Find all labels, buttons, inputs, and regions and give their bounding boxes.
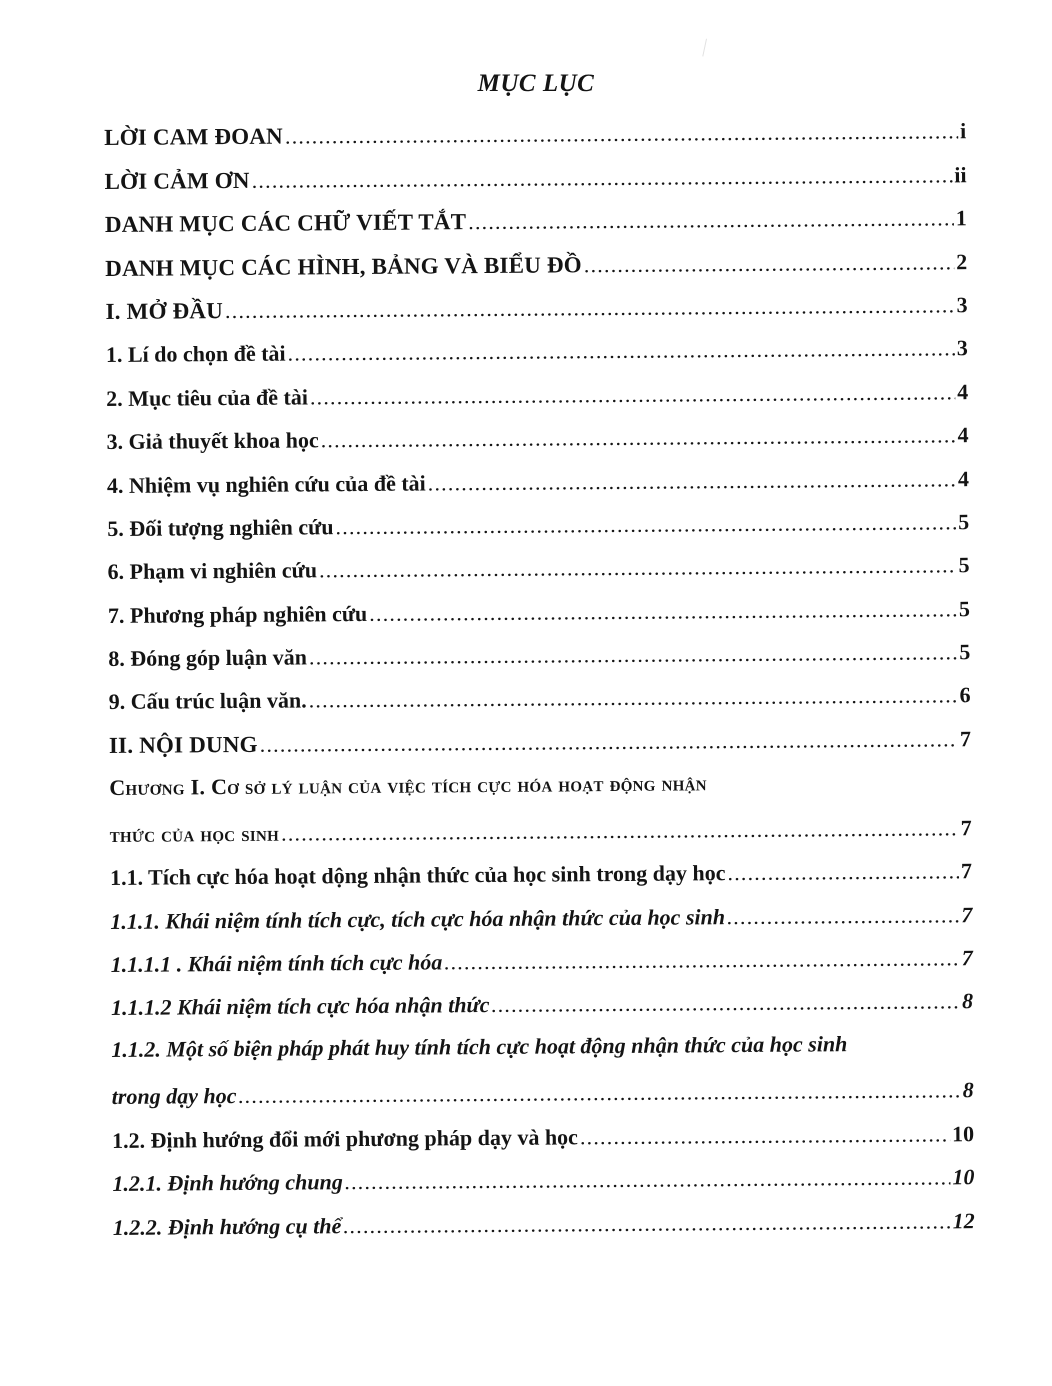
toc-leader-dots (428, 468, 956, 494)
toc-page-number: 5 (958, 552, 970, 578)
toc-entry-text: 1.1.2. Một số biện pháp phát huy tính tích cực hoạt động nhận thức của học sinh (111, 1031, 848, 1063)
toc-entry-text: 4. Nhiệm vụ nghiên cứu của đề tài (106, 470, 426, 498)
toc-page-number: 5 (958, 595, 971, 621)
toc-entry-dong-gop[interactable] (108, 626, 970, 676)
toc-leader-dots (238, 1080, 960, 1108)
toc-entry-text: 9. Cấu trúc luận văn. (108, 687, 307, 715)
toc-leader-dots (491, 991, 960, 1017)
toc-leader-dots (444, 947, 960, 973)
toc-entry-text: 1.1.1.1 . Khái niệm tính tích cực hóa (110, 949, 443, 978)
toc-entry-text: 6. Phạm vi nghiên cứu (107, 557, 318, 585)
toc-entry-1-1-2-line-2[interactable] (112, 1063, 974, 1115)
toc-page-number: 7 (959, 726, 972, 752)
toc-entry-text: 1.2.2. Định hướng cụ thể (112, 1212, 342, 1240)
toc-leader-dots (252, 164, 953, 192)
toc-entry-text: thức của học sinh (109, 820, 280, 847)
toc-entry-text: 3. Giả thuyết khoa học (106, 427, 319, 455)
toc-entry-text: 1. Lí do chọn đề tài (105, 340, 286, 368)
toc-leader-dots (260, 728, 958, 755)
toc-page-number: 7 (961, 901, 973, 927)
toc-entry-danh-muc-chu-viet-tat[interactable] (105, 192, 967, 242)
toc-entry-text: 1.1.1.2 Khái niệm tích cực hóa nhận thức (110, 992, 490, 1021)
toc-entry-text: 8. Đóng góp luận văn (108, 644, 308, 672)
toc-page-number: 4 (957, 422, 969, 448)
toc-leader-dots (309, 685, 958, 712)
toc-leader-dots (321, 424, 956, 451)
toc-page-number: 6 (959, 682, 971, 708)
toc-entry-1-1-1-1[interactable] (110, 932, 972, 982)
toc-leader-dots (335, 511, 956, 538)
table-of-contents (104, 105, 975, 1244)
toc-page-number: 7 (961, 945, 973, 971)
toc-leader-dots (288, 338, 955, 365)
toc-page-number: 5 (959, 639, 971, 665)
toc-entry-text: I. MỞ ĐẦU (105, 298, 224, 324)
toc-page-number: 4 (957, 465, 970, 491)
toc-page-number: 10 (952, 1164, 975, 1190)
toc-entry-nhiem-vu[interactable] (107, 452, 969, 502)
toc-entry-1-1-1-2[interactable] (111, 975, 973, 1025)
toc-leader-dots (468, 208, 954, 234)
toc-page-number: 10 (951, 1121, 975, 1147)
toc-entry-text: trong dạy học (111, 1083, 237, 1110)
toc-page-number: 3 (956, 335, 968, 361)
toc-leader-dots (319, 555, 957, 582)
toc-entry-text: 5. Đối tượng nghiên cứu (107, 514, 334, 541)
toc-entry-text: II. NỘI DUNG (108, 731, 258, 758)
toc-entry-text: 1.2. Định hướng đổi mới phương pháp dạy và học (111, 1124, 578, 1153)
toc-entry-phuong-phap[interactable] (108, 583, 970, 633)
toc-leader-dots (281, 817, 959, 844)
toc-leader-dots (369, 598, 957, 625)
toc-leader-dots (225, 294, 955, 322)
toc-entry-1-1[interactable] (110, 845, 972, 895)
toc-page-number: ii (954, 162, 967, 188)
toc-entry-chapter-1-line-1[interactable] (109, 756, 971, 807)
toc-leader-dots (343, 1210, 951, 1237)
toc-leader-dots (580, 1123, 950, 1148)
toc-entry-text: 1.1.1. Khái niệm tính tích cực, tích cực hóa nhận thức của học sinh (110, 903, 726, 934)
toc-page-number: 7 (960, 858, 973, 884)
toc-page-number: 8 (961, 988, 974, 1014)
toc-page-number: 2 (956, 248, 968, 274)
toc-entry-1-2-2[interactable] (113, 1194, 975, 1244)
toc-page-number: 5 (958, 509, 970, 535)
toc-entry-1-1-2-line-1[interactable] (111, 1019, 973, 1070)
toc-entry-text: LỜI CẢM ƠN (104, 167, 250, 194)
toc-entry-muc-tieu[interactable] (106, 366, 968, 416)
toc-leader-dots (727, 861, 959, 885)
toc-entry-text: DANH MỤC CÁC CHỮ VIẾT TẮT (104, 209, 467, 238)
toc-title: MỤC LỤC (477, 70, 595, 97)
toc-leader-dots (310, 381, 955, 408)
toc-entry-text: 1.1. Tích cực hóa hoạt dộng nhận thức của học sinh trong dạy học (109, 860, 726, 891)
toc-page-number: 12 (952, 1207, 975, 1233)
toc-page-number: 1 (955, 205, 967, 231)
toc-entry-chapter-1-line-2[interactable] (109, 800, 971, 852)
toc-entry-loi-cam-on[interactable] (104, 149, 966, 199)
toc-entry-li-do[interactable] (106, 322, 968, 372)
toc-entry-text: LỜI CAM ĐOAN (104, 123, 284, 151)
toc-page-number: 7 (960, 815, 972, 841)
toc-leader-dots (285, 121, 958, 148)
toc-entry-text: DANH MỤC CÁC HÌNH, BẢNG VÀ BIỂU ĐỒ (105, 251, 582, 281)
toc-entry-1-1-1[interactable] (110, 888, 972, 938)
toc-leader-dots (584, 251, 955, 276)
scan-artifact (702, 39, 720, 60)
toc-page-number: 4 (957, 378, 969, 405)
toc-page-number: i (959, 118, 967, 144)
toc-entry-text: 1.2.1. Định hướng chung (112, 1169, 343, 1197)
toc-entry-pham-vi[interactable] (107, 539, 969, 589)
toc-leader-dots (345, 1167, 951, 1194)
toc-page-number: 3 (956, 292, 968, 318)
toc-entry-text: 7. Phương pháp nghiên cứu (107, 600, 368, 628)
toc-leader-dots (309, 641, 957, 668)
toc-entry-1-2-1[interactable] (112, 1151, 974, 1201)
toc-entry-1-2[interactable] (112, 1108, 974, 1158)
toc-entry-danh-muc-hinh-bang[interactable] (105, 235, 967, 285)
toc-entry-text: Chương I. Cơ sở lý luận của việc tích cực hóa hoạt động nhận (109, 770, 707, 800)
toc-page-number: 8 (962, 1077, 974, 1103)
toc-entry-text: 2. Mục tiêu của đề tài (106, 384, 308, 411)
toc-entry-loi-cam-doan[interactable] (104, 105, 966, 155)
toc-entry-doi-tuong[interactable] (107, 496, 969, 546)
toc-leader-dots (727, 904, 959, 928)
toc-entry-noi-dung[interactable] (109, 713, 971, 763)
toc-entry-cau-truc[interactable] (108, 669, 970, 719)
toc-entry-mo-dau[interactable] (105, 279, 967, 329)
toc-entry-gia-thuyet[interactable] (106, 409, 968, 459)
